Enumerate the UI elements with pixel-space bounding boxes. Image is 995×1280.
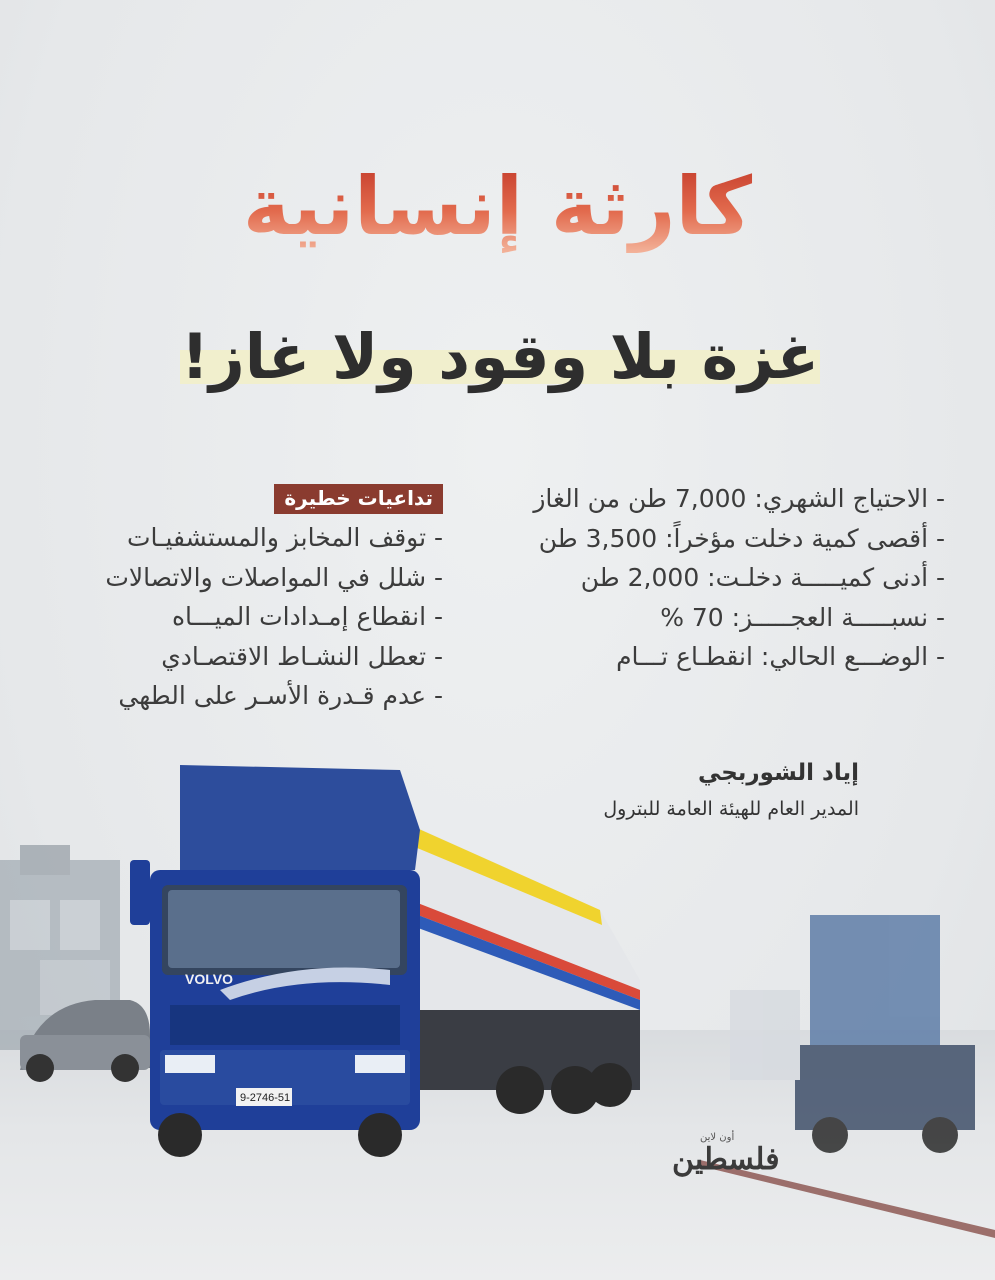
truck-photo — [0, 750, 995, 1280]
consequences-badge: تداعيات خطيرة — [274, 484, 443, 514]
stat-item: - نسبـــــة العجـــــز: 70 % — [660, 602, 945, 632]
consequence-item: - انقطاع إمـدادات الميـــاه — [171, 602, 443, 631]
consequence-item: - عدم قـدرة الأسـر على الطهي — [118, 681, 443, 710]
consequence-item: - تعطل النشـاط الاقتصـادي — [161, 641, 443, 671]
distant-truck — [730, 915, 975, 1153]
consequences-list — [23, 477, 443, 716]
author-role: المدير العام للهيئة العامة للبترول — [603, 798, 859, 820]
truck-cab — [130, 765, 420, 1157]
license-plate: 9-2746-51 — [240, 1092, 291, 1104]
truck-illustration — [0, 750, 995, 1280]
tanker-trailer — [400, 820, 640, 1114]
stat-item: - الاحتياج الشهري: 7,000 طن من الغاز — [533, 484, 945, 513]
author-name: إياد الشوربجي — [697, 760, 859, 786]
stat-item: - أقصى كمية دخلت مؤخراً: 3,500 طن — [538, 523, 945, 553]
brand-logo: فلسطين — [672, 1142, 780, 1177]
logo-subtext: أون لاين — [700, 1132, 735, 1143]
truck-brand: VOLVO — [185, 971, 233, 987]
subtitle-block — [180, 320, 820, 394]
consequence-item: - توقف المخابز والمستشفيـات — [127, 523, 443, 552]
stats-list — [475, 479, 945, 677]
subtitle: غزة بلا وقود ولا غاز! — [180, 320, 820, 393]
consequence-item: - شلل في المواصلات والاتصالات — [105, 562, 443, 592]
stat-item: - الوضـــع الحالي: انقطـاع تـــام — [616, 642, 945, 671]
main-title: كارثة إنسانية — [0, 160, 995, 253]
stat-item: - أدنى كميـــــة دخلـت: 2,000 طن — [580, 563, 945, 592]
